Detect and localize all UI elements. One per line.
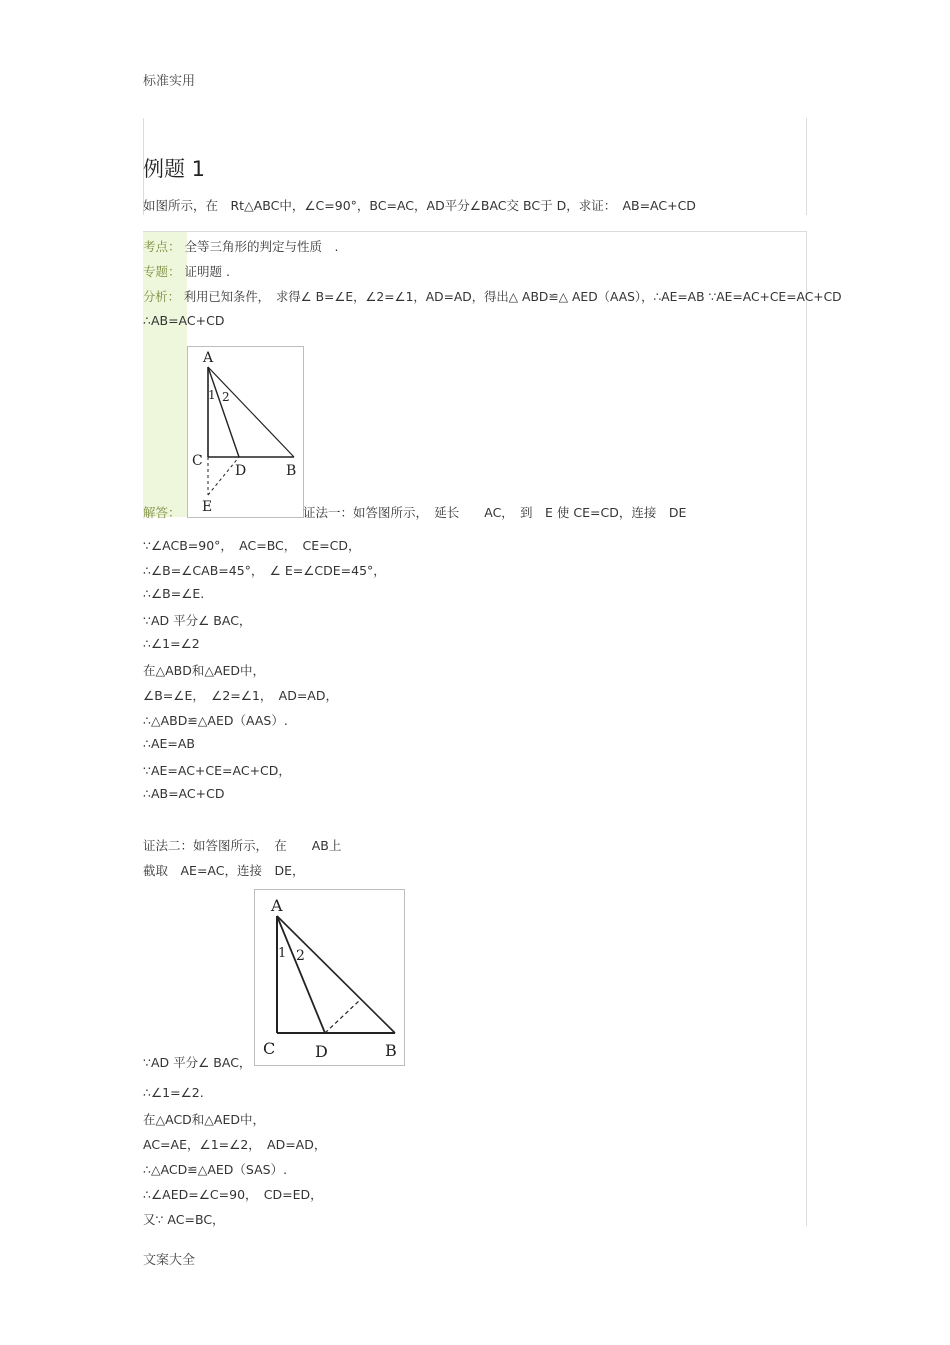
fig2-label-a: A	[271, 896, 283, 915]
frame-right-rule	[806, 231, 807, 1226]
proof1-line: ∴∠B=∠CAB=45°， ∠ E=∠CDE=45°，	[143, 563, 386, 578]
kaodian-text: 全等三角形的判定与性质 .	[184, 239, 339, 254]
jieda-label	[143, 503, 181, 521]
fig2-label-c: C	[263, 1039, 276, 1058]
proof1-line: 在△ABD和△AED中，	[143, 663, 266, 678]
proof1-line: ∴AB=AC+CD	[143, 786, 225, 801]
fig1-label-d: D	[235, 463, 247, 479]
zhuanti-line	[143, 262, 230, 280]
zhuanti-text: 证明题 .	[184, 264, 230, 279]
fig1-bisector-ad	[208, 367, 239, 457]
jieda-label-text: 解答：	[143, 505, 181, 520]
proof2-line: AC=AE，∠1=∠2， AD=AD，	[143, 1137, 327, 1152]
figure-1	[187, 346, 304, 518]
fig1-label-b: B	[286, 463, 297, 479]
zhuanti-label: 专题：	[143, 264, 181, 279]
jieda-method1-intro: 证法一：如答图所示， 延长 AC， 到 E 使 CE=CD，连接 DE	[303, 505, 687, 520]
fig1-label-angle2: 2	[222, 390, 230, 404]
fig2-label-angle2: 2	[296, 948, 305, 964]
proof2-line: ∴∠1=∠2.	[143, 1085, 204, 1100]
proof1-line: ∵AE=AC+CE=AC+CD，	[143, 763, 291, 778]
proof2-intro-line: 证法二：如答图所示， 在 AB上	[143, 838, 342, 853]
fenxi-text: 利用已知条件， 求得∠ B=∠E，∠2=∠1，AD=AD，得出△ ABD≌△ AED（AAS），∴AE=AB ∵AE=AC+CE=AC+CD	[183, 290, 842, 304]
proof1-line: ∴∠1=∠2	[143, 636, 200, 651]
fig1-label-c: C	[192, 453, 203, 469]
proof2-line: 又∵ AC=BC，	[143, 1212, 225, 1227]
proof2-fig-line: ∵AD 平分∠ BAC，	[143, 1055, 252, 1070]
frame-right-rule-top	[806, 118, 807, 215]
fig1-label-a: A	[203, 350, 214, 366]
fig2-side-ab	[277, 916, 395, 1033]
proof1-line: ∴∠B=∠E.	[143, 586, 205, 601]
fig2-segment-de	[325, 999, 361, 1033]
page-title: 例题 1	[143, 157, 206, 181]
fig1-label-e: E	[202, 499, 213, 515]
kaodian-label: 考点：	[143, 239, 181, 254]
kaodian-line	[143, 237, 338, 255]
page-footer: 文案大全	[143, 1253, 196, 1268]
fig1-side-ab	[208, 367, 294, 457]
page-header: 标准实用	[143, 74, 196, 89]
fig2-label-b: B	[385, 1041, 397, 1060]
fig2-label-angle1: 1	[278, 946, 287, 961]
fenxi-conclusion: ∴AB=AC+CD	[143, 313, 225, 328]
proof1-line: ∵AD 平分∠ BAC，	[143, 613, 252, 628]
figure-1-drawing	[188, 347, 303, 517]
proof1-line: ∴△ABD≌△AED（AAS）.	[143, 713, 288, 728]
fenxi-label: 分析：	[143, 290, 180, 304]
fig2-bisector-ad	[277, 916, 325, 1033]
problem-statement: 如图所示，在 Rt△ABC中，∠C=90°，BC=AC，AD平分∠BAC交 BC于 D，求证： AB=AC+CD	[143, 198, 696, 213]
proof1-line: ∴AE=AB	[143, 736, 196, 751]
figure-2	[254, 889, 405, 1066]
fenxi-line	[143, 287, 842, 305]
proof2-line: 在△ACD和△AED中，	[143, 1112, 265, 1127]
proof2-intro-line: 截取 AE=AC，连接 DE，	[143, 863, 305, 878]
figure-2-drawing	[255, 890, 404, 1065]
proof1-line: ∠B=∠E， ∠2=∠1， AD=AD，	[143, 688, 338, 703]
fig1-label-angle1: 1	[208, 388, 216, 402]
frame-top-rule	[143, 231, 807, 232]
proof1-line: ∵∠ACB=90°， AC=BC， CE=CD，	[143, 538, 361, 553]
proof2-line: ∴∠AED=∠C=90， CD=ED，	[143, 1187, 323, 1202]
fig2-label-d: D	[315, 1042, 328, 1061]
proof2-line: ∴△ACD≌△AED（SAS）.	[143, 1162, 288, 1177]
